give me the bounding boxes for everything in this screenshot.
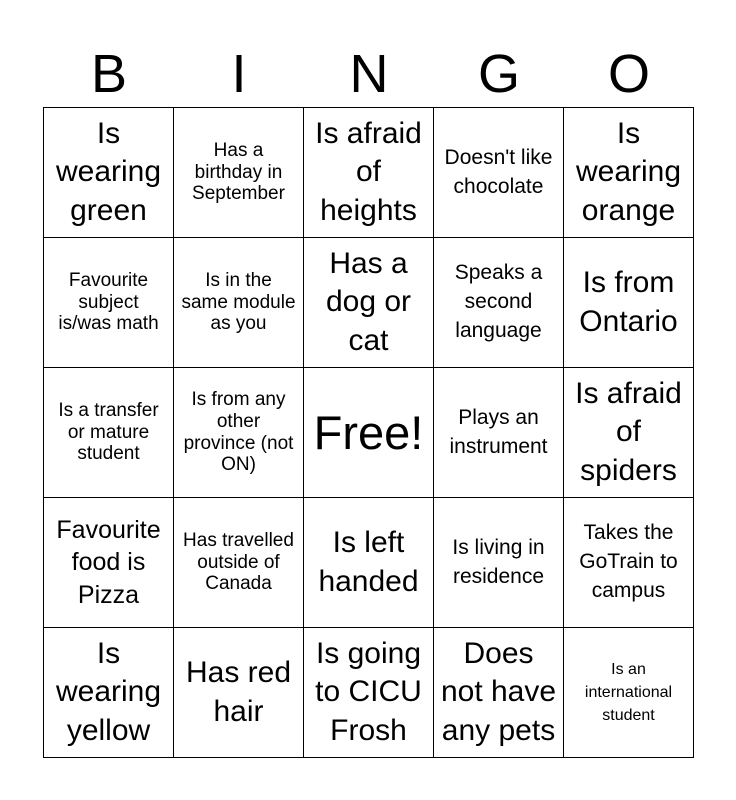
bingo-cell[interactable]: Is wearing green — [44, 108, 174, 238]
bingo-cell[interactable]: Is from any other province (not ON) — [174, 368, 304, 498]
bingo-header — [44, 40, 694, 108]
bingo-cell[interactable]: Is going to CICU Frosh — [304, 628, 434, 758]
bingo-cell[interactable]: Is afraid of spiders — [564, 368, 694, 498]
bingo-cell[interactable]: Is wearing orange — [564, 108, 694, 238]
bingo-cell[interactable]: Does not have any pets — [434, 628, 564, 758]
header-letter-g: G — [477, 44, 520, 104]
bingo-cell[interactable]: Favourite subject is/was math — [44, 238, 174, 368]
bingo-cell[interactable]: Is in the same module as you — [174, 238, 304, 368]
bingo-cell[interactable]: Is an international student — [564, 628, 694, 758]
bingo-cell[interactable]: Takes the GoTrain to campus — [564, 498, 694, 628]
bingo-board — [43, 107, 694, 758]
bingo-cell[interactable]: Is a transfer or mature student — [44, 368, 174, 498]
bingo-cell[interactable]: Is wearing yellow — [44, 628, 174, 758]
header-letter-o: O — [607, 44, 650, 104]
bingo-cell[interactable]: Has travelled outside of Canada — [174, 498, 304, 628]
bingo-cell[interactable]: Is left handed — [304, 498, 434, 628]
bingo-cell[interactable]: Has a birthday in September — [174, 108, 304, 238]
bingo-cell[interactable]: Has red hair — [174, 628, 304, 758]
bingo-cell[interactable]: Is afraid of heights — [304, 108, 434, 238]
bingo-cell[interactable]: Favourite food is Pizza — [44, 498, 174, 628]
header-letter-i: I — [231, 44, 247, 104]
bingo-cell[interactable]: Is from Ontario — [564, 238, 694, 368]
bingo-cell[interactable]: Is living in residence — [434, 498, 564, 628]
bingo-cell[interactable]: Speaks a second language — [434, 238, 564, 368]
bingo-cell[interactable]: Doesn't like chocolate — [434, 108, 564, 238]
free-space-cell[interactable]: Free! — [304, 368, 434, 498]
header-letter-n: N — [349, 44, 389, 104]
bingo-cell[interactable]: Has a dog or cat — [304, 238, 434, 368]
header-letter-b: B — [90, 44, 128, 104]
bingo-cell[interactable]: Plays an instrument — [434, 368, 564, 498]
